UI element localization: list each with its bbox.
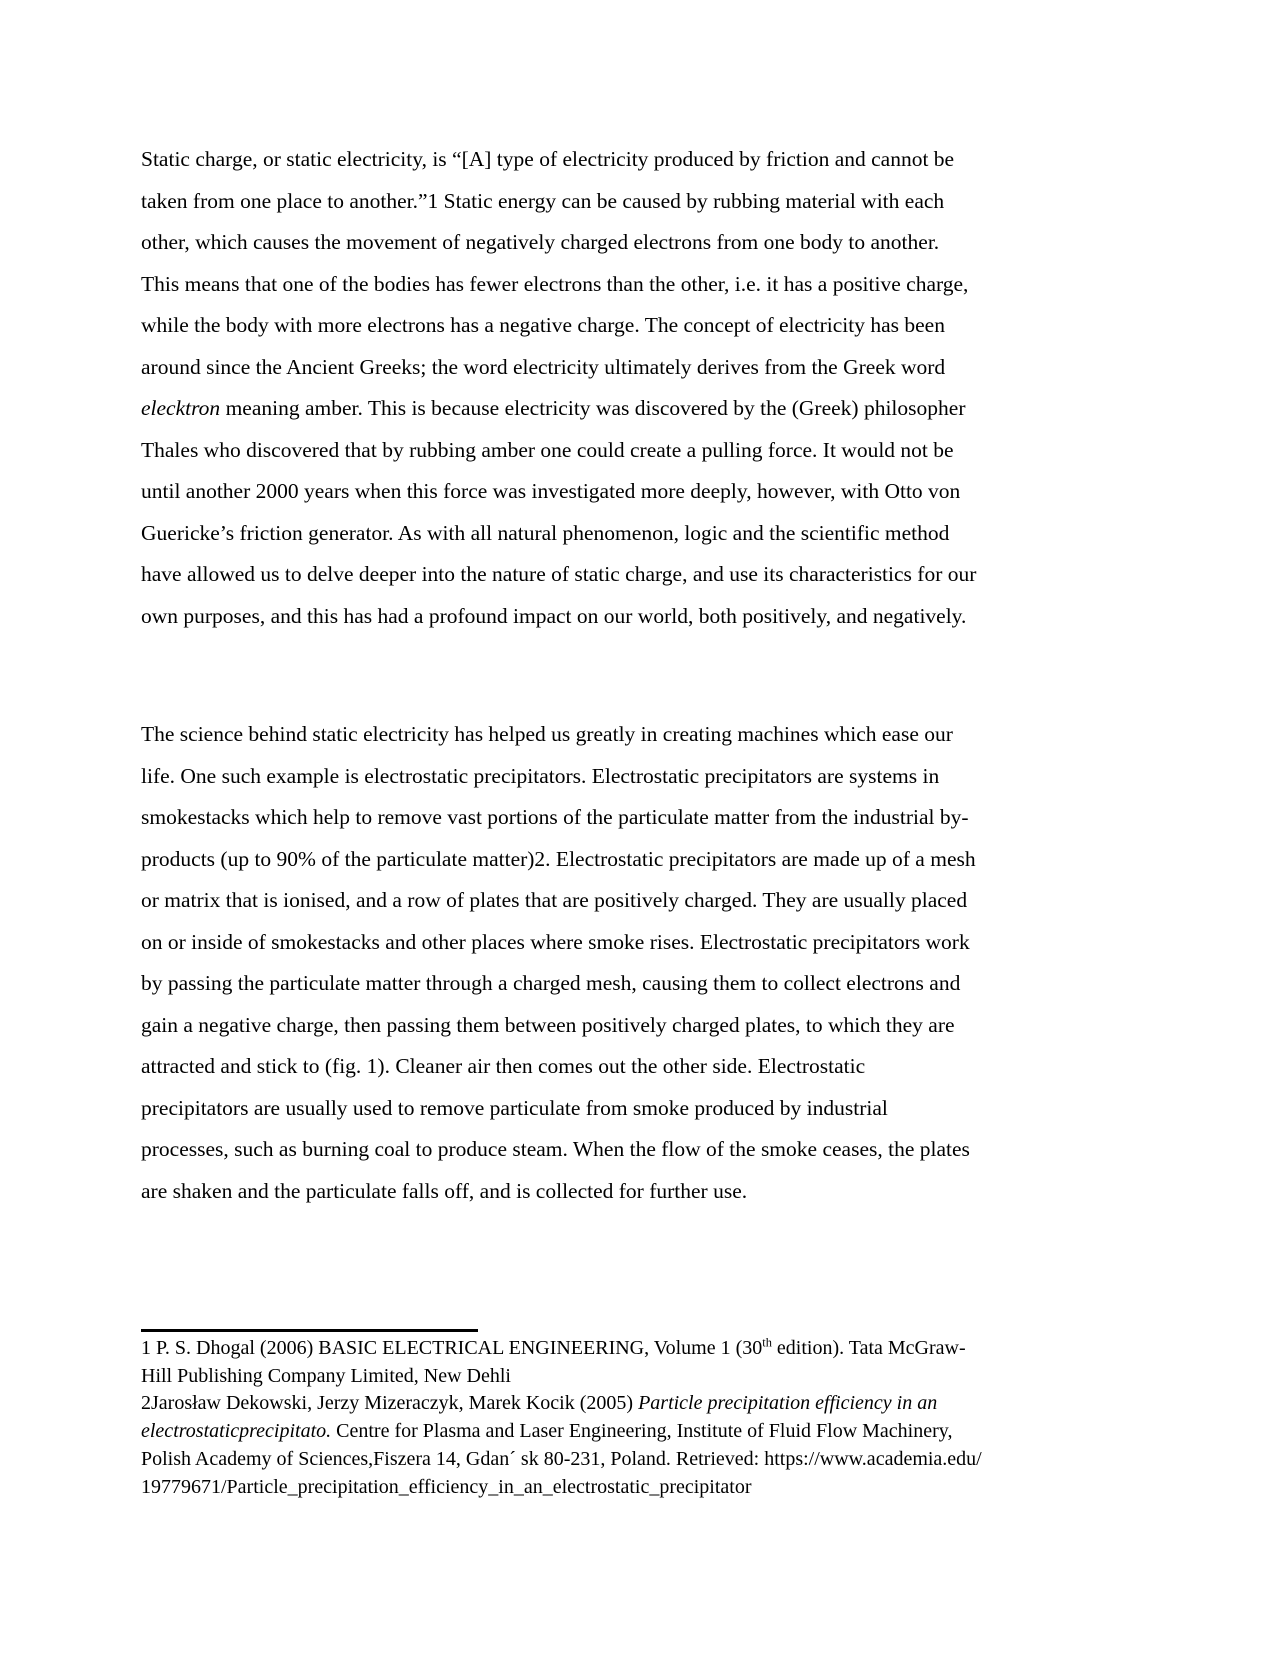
text-line [141,1088,1146,1130]
text-line [141,1363,1151,1391]
italic-text: Particle precipitation efficiency in an [638,1392,938,1415]
superscript-text: th [762,1335,772,1350]
text-line [141,1446,1151,1474]
text-segment: or matrix that is ionised, and a row of plates that are positively charged. They are usually placed [141,888,968,912]
text-line [141,388,1146,430]
text-segment: taken from one place to another.”1 Static energy can be caused by rubbing material with each [141,188,945,213]
text-line [141,839,1146,881]
text-segment: smokestacks which help to remove vast portions of the particulate matter from the industrial by- [141,805,969,829]
text-line [141,347,1146,389]
text-segment: other, which causes the movement of negatively charged electrons from one body to another. [141,230,940,254]
text-line [141,1046,1146,1088]
text-segment: by passing the particulate matter through a charged mesh, causing them to collect electrons and [141,971,961,995]
text-line [141,1474,1151,1502]
text-segment: own purposes, and this has had a profound impact on our world, both positively, and negatively. [141,603,967,628]
footnote-separator-line [141,1329,478,1332]
text-line [141,1171,1146,1213]
text-line [141,430,1146,472]
text-segment: This means that one of the bodies has fewer electrons than the other, i.e. it has a positive charge, [141,271,969,296]
text-line [141,139,1146,181]
text-segment: while the body with more electrons has a negative charge. The concept of electricity has been [141,313,945,337]
text-segment: are shaken and the particulate falls off, and is collected for further use. [141,1178,748,1203]
text-segment: Hill Publishing Company Limited, New Dehli [141,1364,511,1387]
text-segment: life. One such example is electrostatic precipitators. Electrostatic precipitators are systems in [141,763,940,788]
text-segment: gain a negative charge, then passing them between positively charged plates, to which they are [141,1012,955,1037]
text-line [141,264,1146,306]
text-segment: attracted and stick to (fig. 1). Cleaner air then comes out the other side. Electrostatic [141,1054,866,1078]
text-segment: until another 2000 years when this force was investigated more deeply, however, with Otto von [141,479,961,503]
text-line [141,756,1146,798]
text-segment: Static charge, or static electricity, is “[A] type of electricity produced by friction and cannot be [141,147,955,171]
text-segment: precipitators are usually used to remove particulate from smoke produced by industrial [141,1095,888,1120]
footnotes [141,1335,1151,1501]
text-segment: on or inside of smokestacks and other places where smoke rises. Electrostatic precipitators work [141,929,970,954]
text-segment: processes, such as burning coal to produce steam. When the flow of the smoke ceases, the plates [141,1137,970,1161]
text-line [141,1335,1151,1363]
text-segment: meaning amber. This is because electricity was discovered by the (Greek) philosopher [220,396,966,420]
italic-text: elecktron [141,396,221,420]
text-segment: products (up to 90% of the particulate matter)2. Electrostatic precipitators are made up of a mesh [141,846,976,871]
text-segment: Thales who discovered that by rubbing amber one could create a pulling force. It would not be [141,437,954,462]
text-segment: 19779671/Particle_precipitation_efficiency_in_an_electrostatic_precipitator [141,1475,752,1498]
text-line [141,554,1146,596]
text-line [141,880,1146,922]
paragraph-spacer [141,637,1146,714]
text-segment: 1 P. S. Dhogal (2006) BASIC ELECTRICAL ENGINEERING, Volume 1 (30 [141,1337,763,1359]
paragraph-precipitators [141,714,1146,1212]
text-line [141,1129,1146,1171]
text-segment: Centre for Plasma and Laser Engineering, Institute of Fluid Flow Machinery, [331,1420,953,1443]
text-line [141,1005,1146,1047]
text-segment: edition). Tata McGraw- [771,1337,966,1359]
text-line [141,1390,1151,1418]
text-segment: The science behind static electricity has helped us greatly in creating machines which ease our [141,722,953,746]
document-body [141,139,1146,1212]
text-line [141,963,1146,1005]
text-segment: Guericke’s friction generator. As with all natural phenomenon, logic and the scientific method [141,520,950,545]
text-line [141,596,1146,638]
text-line [141,1418,1151,1446]
text-line [141,222,1146,264]
text-segment: Polish Academy of Sciences,Fiszera 14, Gdan´ sk 80-231, Poland. Retrieved: https://www.academia.edu/ [141,1447,982,1470]
paragraph-static-charge [141,139,1146,637]
text-segment: 2Jarosław Dekowski, Jerzy Mizeraczyk, Marek Kocik (2005) [141,1392,639,1415]
text-line [141,513,1146,555]
footnote-area [141,1329,1151,1501]
text-segment: around since the Ancient Greeks; the word electricity ultimately derives from the Greek word [141,354,946,379]
text-line [141,181,1146,223]
text-line [141,714,1146,756]
text-line [141,922,1146,964]
text-line [141,305,1146,347]
text-line [141,471,1146,513]
text-segment: have allowed us to delve deeper into the nature of static charge, and use its characteristics for our [141,562,977,586]
italic-text: electrostaticprecipitato. [141,1420,332,1443]
text-line [141,797,1146,839]
